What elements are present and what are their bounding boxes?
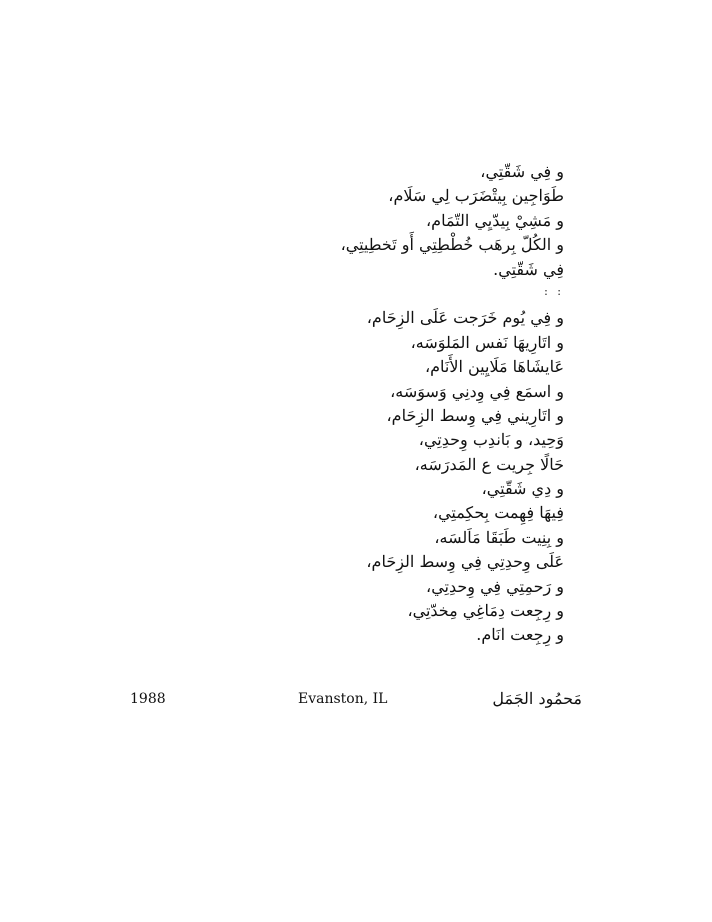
poem-line: و مَشِيْ بِيدّيِي التّمَام، [426,210,564,230]
poem-line: و دِي شَقّتِي، [481,479,564,499]
poem-line: عَلَى وِحدِتِي فِي وِسط الزِحَام، [366,552,564,572]
stanza-break: : : [544,284,564,298]
poem-line: عَايشَاهَا مَلَايِين الأَنَام، [424,357,564,377]
poem-body [244,160,564,648]
poem-line: فِيهَا فِهِمت بِحكِمتِي، [432,503,564,523]
poem-line: و رِجِعت انَام. [476,625,564,645]
author-name: مَحمُود الجَمَل [492,689,582,708]
poem-line: وَحِيد، و بَاندِب وِحدِتِي، [418,430,564,450]
poem-line: و رِجِعت دِمَاغِي مِخدّتِي، [407,601,564,621]
poem-line: و فِي شَقّتِي، [480,162,564,181]
poem-line: و فِي يُوم خَرَجت عَلَى الزِحَام، [366,308,564,328]
poem-line: طَوَاجِين بِيتْضَرَب لِي سَلَام، [388,186,564,206]
poem-line: و اتَارِيني فِي وِسط الزِحَام، [386,405,564,425]
poem-line: فِي شَقّتِي. [493,259,564,279]
poem-line: و رَحمِتِي فِي وِحدِتِي، [426,576,564,596]
poem-line: و اسمَع فِي وِدنِي وَسوَسَه، [390,381,564,401]
year-label: 1988 [130,691,166,707]
poem-line: حَالًا جِريت ع المَدرَسَه، [414,454,564,474]
poem-line: و بِنِيت طَبَقَا مَاَلسَه، [434,527,564,547]
place-label: Evanston, IL [298,691,388,707]
poem-line: و اتَارِيهَا نَفس المَلوَسَه، [410,332,564,352]
poem-line: و الكُلّ بِرهَب خُطْطِتِي أَو تَخطِيتِي، [340,235,564,255]
signature-footer [130,688,582,710]
